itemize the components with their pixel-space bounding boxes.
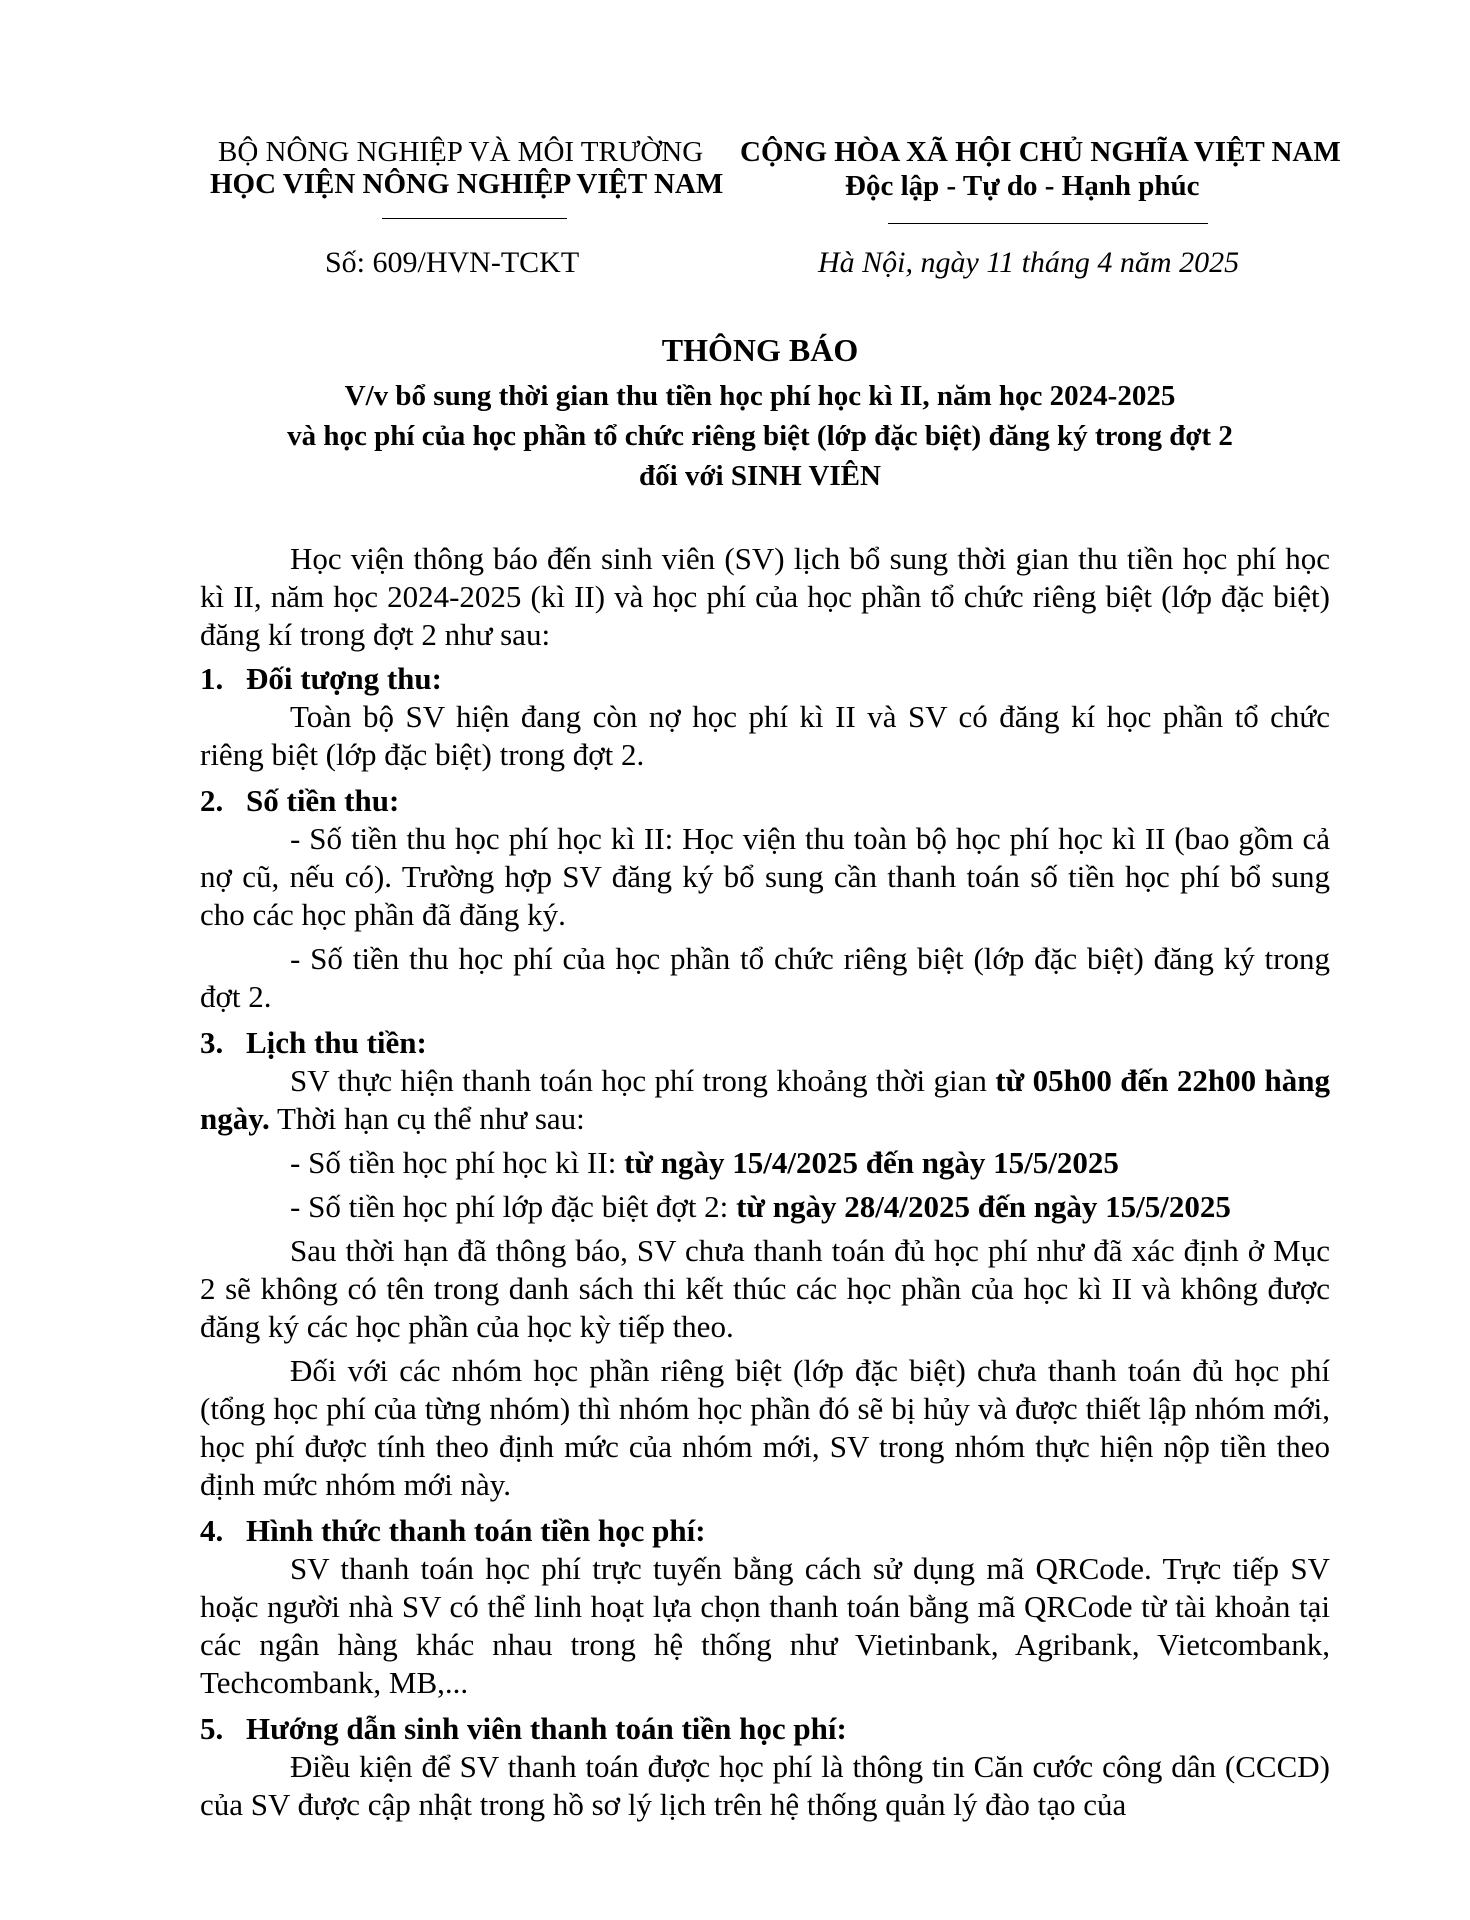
section-2-item-1: - Số tiền thu học phí học kì II: Học viện thu toàn bộ học phí học kì II (bao gồm cả nợ cũ, nếu có). Trường hợp SV đăng ký bổ sung cần thanh toán số tiền học phí bổ sung cho các học phần đã đăng ký. (200, 821, 1330, 932)
section-number: 5. (200, 1711, 224, 1746)
academy-underline (382, 218, 567, 219)
place-date: Hà Nội, ngày 11 tháng 4 năm 2025 (818, 246, 1240, 279)
lead-text: SV thực hiện thanh toán học phí trong khoảng thời gian (290, 1063, 996, 1098)
section-title: Hướng dẫn sinh viên thanh toán tiền học phí: (246, 1711, 847, 1746)
motto: Độc lập - Tự do - Hạnh phúc (845, 170, 1200, 202)
section-1-heading (200, 660, 1330, 698)
section-number: 3. (200, 1025, 224, 1060)
subject-line-1: V/v bổ sung thời gian thu tiền học phí học kì II, năm học 2024-2025 (344, 380, 1176, 412)
section-4-text: SV thanh toán học phí trực tuyến bằng cách sử dụng mã QRCode. Trực tiếp SV hoặc người nhà SV có thể linh hoạt lựa chọn thanh toán bằng mã QRCode từ tài khoản tại các ngân hàng khác nhau trong hệ thống như Vietinbank, Agribank, Vietcombank, Techcombank, MB,... (200, 1551, 1330, 1700)
section-3-heading (200, 1024, 1330, 1062)
section-5-heading (200, 1710, 1330, 1748)
ministry-name: BỘ NÔNG NGHIỆP VÀ MÔI TRƯỜNG (218, 136, 704, 168)
item-label: - Số tiền học phí lớp đặc biệt đợt 2: (290, 1189, 737, 1224)
item-label: - Số tiền học phí học kì II: (290, 1145, 625, 1180)
item-dates: từ ngày 28/4/2025 đến ngày 15/5/2025 (736, 1189, 1231, 1224)
country-name: CỘNG HÒA XÃ HỘI CHỦ NGHĨA VIỆT NAM (740, 136, 1341, 168)
section-2-item-2: - Số tiền thu học phí của học phần tổ chức riêng biệt (lớp đặc biệt) đăng ký trong đợt 2. (200, 941, 1330, 1014)
notice-heading: THÔNG BÁO (661, 332, 859, 368)
section-title: Lịch thu tiền: (246, 1025, 427, 1060)
section-3-item-2 (200, 1188, 1330, 1226)
section-title: Đối tượng thu: (246, 661, 442, 696)
motto-underline (888, 223, 1208, 224)
section-3-item-1 (200, 1144, 1330, 1182)
collection-hours: từ 05h00 đến 22h00 hàng ngày. (200, 1063, 1330, 1136)
subject-line-3: đối với SINH VIÊN (639, 460, 881, 492)
section-1-text: Toàn bộ SV hiện đang còn nợ học phí kì II và SV có đăng kí học phần tổ chức riêng biệt (lớp đặc biệt) trong đợt 2. (200, 699, 1330, 772)
section-5-text: Điều kiện để SV thanh toán được học phí là thông tin Căn cước công dân (CCCD) của SV được cập nhật trong hồ sơ lý lịch trên hệ thống quản lý đào tạo của (200, 1749, 1330, 1822)
lead-tail: Thời hạn cụ thể như sau: (269, 1101, 585, 1136)
item-dates: từ ngày 15/4/2025 đến ngày 15/5/2025 (624, 1145, 1119, 1180)
section-number: 2. (200, 783, 224, 818)
section-title: Hình thức thanh toán tiền học phí: (246, 1513, 706, 1548)
section-4-heading (200, 1512, 1330, 1550)
section-2-heading (200, 782, 1330, 820)
section-3-lead (200, 1062, 1330, 1138)
intro-paragraph: Học viện thông báo đến sinh viên (SV) lịch bổ sung thời gian thu tiền học phí học kì II, năm học 2024-2025 (kì II) và học phí của học phần tổ chức riêng biệt (lớp đặc biệt) đăng kí trong đợt 2 như sau: (200, 541, 1330, 652)
section-3-paragraph-2: Đối với các nhóm học phần riêng biệt (lớp đặc biệt) chưa thanh toán đủ học phí (tổng học phí của từng nhóm) thì nhóm học phần đó sẽ bị hủy và được thiết lập nhóm mới, học phí được tính theo định mức của nhóm mới, SV trong nhóm thực hiện nộp tiền theo định mức nhóm mới này. (200, 1353, 1330, 1502)
academy-name: HỌC VIỆN NÔNG NGHIỆP VIỆT NAM (210, 168, 724, 200)
subject-line-2: và học phí của học phần tổ chức riêng biệt (lớp đặc biệt) đăng ký trong đợt 2 (287, 420, 1233, 452)
document-body (200, 540, 1330, 1824)
document-number: Số: 609/HVN-TCKT (325, 246, 580, 279)
section-title: Số tiền thu: (246, 783, 400, 818)
section-number: 1. (200, 661, 224, 696)
section-3-paragraph-1: Sau thời hạn đã thông báo, SV chưa thanh toán đủ học phí như đã xác định ở Mục 2 sẽ không có tên trong danh sách thi kết thúc các học phần của học kì II và không được đăng ký các học phần của học kỳ tiếp theo. (200, 1233, 1330, 1344)
section-number: 4. (200, 1513, 224, 1548)
